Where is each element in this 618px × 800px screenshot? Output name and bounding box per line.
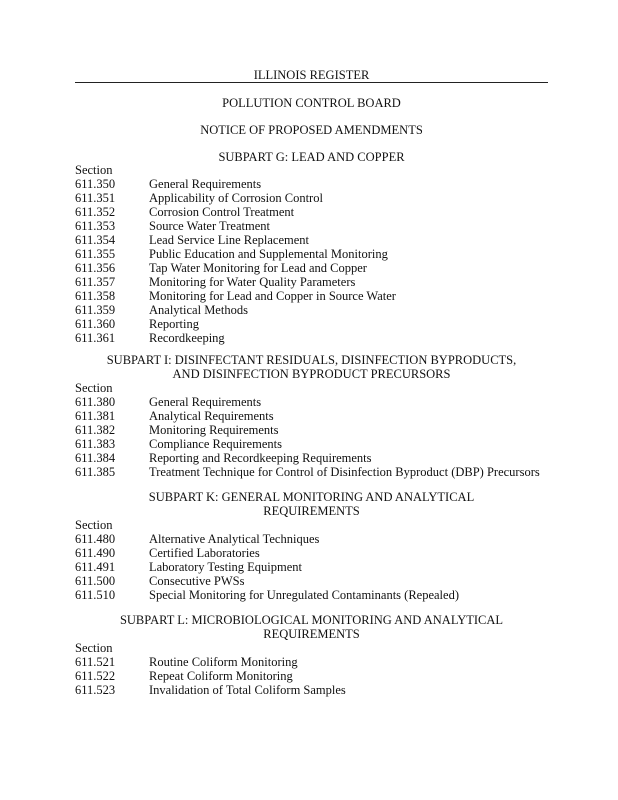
subpart-k-sections <box>75 518 548 602</box>
section-label: Section <box>75 641 113 655</box>
section-number: 611.356 <box>75 261 116 275</box>
subpart-l-sections <box>75 641 548 697</box>
section-number: 611.490 <box>75 546 116 560</box>
section-row <box>75 275 548 289</box>
section-number: 611.355 <box>75 247 116 261</box>
section-row <box>75 409 548 423</box>
section-number: 611.382 <box>75 423 116 437</box>
section-number: 611.380 <box>75 395 116 409</box>
section-number: 611.352 <box>75 205 116 219</box>
section-number: 611.384 <box>75 451 116 465</box>
section-row <box>75 437 548 451</box>
section-number: 611.385 <box>75 465 116 479</box>
section-label: Section <box>75 163 113 177</box>
section-label: Section <box>75 381 113 395</box>
subpart-heading-line: SUBPART G: LEAD AND COPPER <box>218 150 405 164</box>
subpart-heading-line: REQUIREMENTS <box>263 504 360 518</box>
section-title: Reporting <box>149 317 199 331</box>
section-title: Routine Coliform Monitoring <box>149 655 298 669</box>
section-row <box>75 423 548 437</box>
section-row <box>75 177 548 191</box>
subpart-l-heading <box>75 613 548 641</box>
section-row <box>75 451 548 465</box>
subpart-i-sections <box>75 381 548 479</box>
subpart-heading-line: AND DISINFECTION BYPRODUCT PRECURSORS <box>172 367 451 381</box>
section-row <box>75 303 548 317</box>
subpart-k-heading <box>75 490 548 518</box>
section-number: 611.523 <box>75 683 116 697</box>
section-row <box>75 683 548 697</box>
section-row <box>75 219 548 233</box>
section-number: 611.383 <box>75 437 116 451</box>
section-title: Reporting and Recordkeeping Requirements <box>149 451 372 465</box>
section-number: 611.491 <box>75 560 116 574</box>
subpart-g-heading <box>75 150 548 164</box>
subpart-heading-line: SUBPART K: GENERAL MONITORING AND ANALYTICAL <box>148 490 475 504</box>
section-number: 611.361 <box>75 331 116 345</box>
section-row <box>75 546 548 560</box>
subpart-i-heading <box>75 353 548 381</box>
agency-title: POLLUTION CONTROL BOARD <box>222 96 401 110</box>
section-title: General Requirements <box>149 395 262 409</box>
section-row <box>75 465 548 479</box>
section-title: Corrosion Control Treatment <box>149 205 295 219</box>
section-number: 611.500 <box>75 574 116 588</box>
section-title: Monitoring for Lead and Copper in Source Water <box>149 289 396 303</box>
section-number: 611.350 <box>75 177 116 191</box>
section-row <box>75 233 548 247</box>
section-title: Treatment Technique for Control of Disinfection Byproduct (DBP) Precursors <box>149 465 540 479</box>
section-row <box>75 289 548 303</box>
section-title: Analytical Requirements <box>149 409 274 423</box>
section-title: Tap Water Monitoring for Lead and Copper <box>149 261 367 275</box>
running-header: ILLINOIS REGISTER <box>253 68 370 82</box>
section-row <box>75 331 548 345</box>
section-number: 611.510 <box>75 588 116 602</box>
subpart-g-sections <box>75 163 548 345</box>
section-number: 611.353 <box>75 219 116 233</box>
section-number: 611.351 <box>75 191 116 205</box>
section-title: Consecutive PWSs <box>149 574 245 588</box>
notice-title: NOTICE OF PROPOSED AMENDMENTS <box>200 123 423 137</box>
section-label: Section <box>75 518 113 532</box>
section-row <box>75 588 548 602</box>
section-number: 611.521 <box>75 655 116 669</box>
section-title: Lead Service Line Replacement <box>149 233 309 247</box>
section-title: Applicability of Corrosion Control <box>149 191 323 205</box>
header-rule <box>75 82 548 83</box>
section-number: 611.354 <box>75 233 116 247</box>
section-title: Certified Laboratories <box>149 546 260 560</box>
section-row <box>75 261 548 275</box>
section-row <box>75 655 548 669</box>
section-row <box>75 395 548 409</box>
section-row <box>75 317 548 331</box>
section-number: 611.359 <box>75 303 116 317</box>
section-number: 611.480 <box>75 532 116 546</box>
section-title: Laboratory Testing Equipment <box>149 560 303 574</box>
section-title: Compliance Requirements <box>149 437 282 451</box>
section-row <box>75 191 548 205</box>
subpart-heading-line: SUBPART L: MICROBIOLOGICAL MONITORING AND ANALYTICAL <box>119 613 504 627</box>
section-title: Monitoring Requirements <box>149 423 279 437</box>
section-row <box>75 560 548 574</box>
section-number: 611.360 <box>75 317 116 331</box>
section-title: Analytical Methods <box>149 303 248 317</box>
section-title: Special Monitoring for Unregulated Contaminants (Repealed) <box>149 588 459 602</box>
section-title: Source Water Treatment <box>149 219 270 233</box>
section-number: 611.522 <box>75 669 116 683</box>
subpart-heading-line: SUBPART I: DISINFECTANT RESIDUALS, DISINFECTION BYPRODUCTS, <box>106 353 517 367</box>
section-row <box>75 669 548 683</box>
section-title: Recordkeeping <box>149 331 225 345</box>
section-number: 611.381 <box>75 409 116 423</box>
section-row <box>75 205 548 219</box>
section-row <box>75 574 548 588</box>
section-title: Repeat Coliform Monitoring <box>149 669 293 683</box>
section-title: General Requirements <box>149 177 262 191</box>
subpart-heading-line: REQUIREMENTS <box>263 627 360 641</box>
section-row <box>75 532 548 546</box>
section-row <box>75 247 548 261</box>
section-number: 611.357 <box>75 275 116 289</box>
section-number: 611.358 <box>75 289 116 303</box>
section-title: Invalidation of Total Coliform Samples <box>149 683 346 697</box>
section-title: Monitoring for Water Quality Parameters <box>149 275 356 289</box>
section-title: Public Education and Supplemental Monitoring <box>149 247 388 261</box>
section-title: Alternative Analytical Techniques <box>149 532 320 546</box>
